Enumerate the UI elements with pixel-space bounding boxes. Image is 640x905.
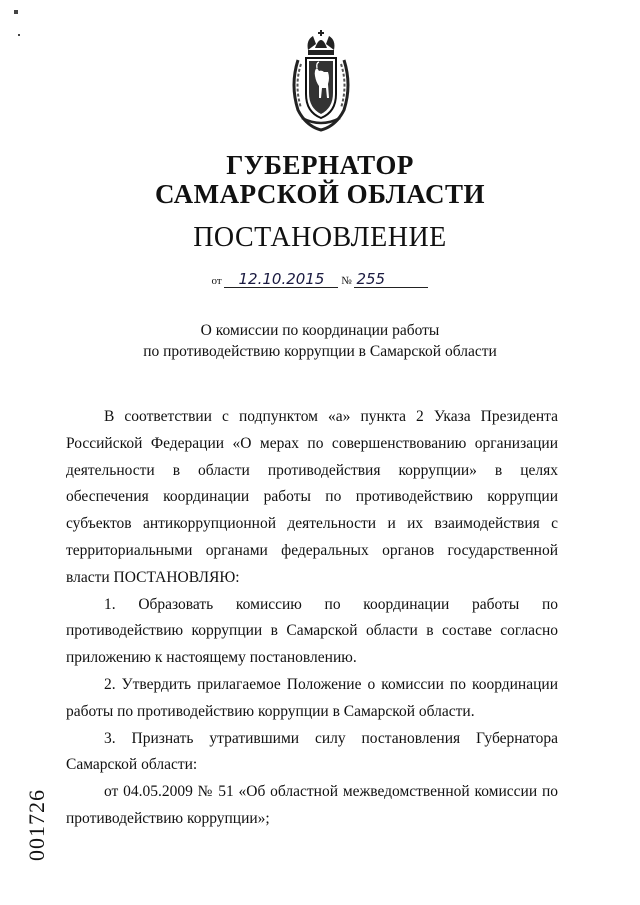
document-subject — [0, 320, 640, 362]
authority-region: САМАРСКОЙ ОБЛАСТИ — [154, 179, 486, 209]
authority-title: ГУБЕРНАТОР — [226, 150, 414, 180]
registration-stamp — [22, 780, 52, 870]
clause-paragraph: 3. Признать утратившими силу постановления Губернатора Самарской области: — [66, 729, 558, 774]
subject-line: по противодействию коррупции в Самарской области — [143, 343, 497, 360]
dateline — [0, 271, 640, 288]
coat-of-arms-emblem — [286, 30, 356, 132]
subject-line: О комиссии по координации работы — [200, 322, 440, 339]
repeal-item-paragraph: от 04.05.2009 № 51 «Об областной межведомственной комиссии по противодействию коррупции»; — [66, 783, 558, 827]
clause-paragraph: 2. Утвердить прилагаемое Положение о комиссии по координации работы по противодействию коррупции в Самарской области. — [66, 675, 558, 720]
document-type: ПОСТАНОВЛЕНИЕ — [193, 222, 447, 253]
document-date: 12.10.2015 — [224, 271, 338, 288]
clause-paragraph: 1. Образовать комиссию по координации работы по противодействию коррупции в Самарской области в составе согласно приложению к настоящему постановлению. — [66, 595, 558, 667]
registration-number: 001726 — [24, 789, 49, 861]
document-body — [66, 404, 558, 833]
scan-speck — [18, 34, 20, 36]
scan-speck — [14, 10, 18, 14]
document-number: 255 — [354, 271, 428, 288]
number-label: № — [341, 275, 352, 287]
date-prefix-label: от — [211, 275, 222, 287]
preamble-paragraph: В соответствии с подпунктом «а» пункта 2 Указа Президента Российской Федерации «О мерах по совершенствованию организации деятельности в области противодействия коррупции» в целях обеспечения координации работы по противодействию коррупции субъектов антикоррупционной деятельности и их взаимодействия с территориальными органами федеральных органов государственной власти ПОСТАНОВЛЯЮ: — [66, 408, 558, 586]
